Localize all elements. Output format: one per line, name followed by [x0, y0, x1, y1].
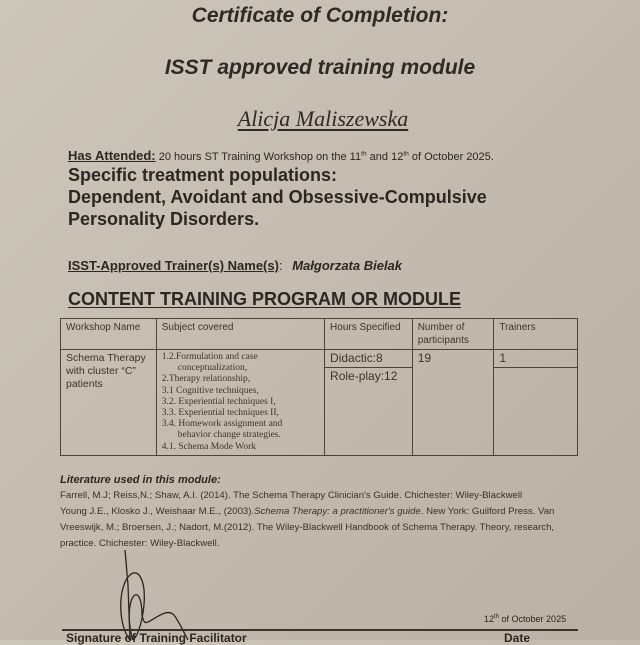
training-topic [68, 164, 588, 230]
subject-item: behavior change strategies. [177, 430, 281, 441]
signature-label: Signature of Training Facilitator [66, 631, 247, 645]
hours-roleplay: Role-play:12 [330, 369, 398, 383]
subject-item: 3.1 Cognitive techniques, [161, 385, 259, 396]
header-workshop-name: Workshop Name [61, 319, 157, 350]
attendance-text-2: and 12 [366, 151, 404, 163]
attendance-label: Has Attended: [68, 148, 156, 163]
header-number-of-participants: Number of participants [412, 319, 494, 350]
cell-workshop-name: Schema Therapy with cluster “C” patients [61, 350, 157, 456]
header-subject-covered: Subject covered [156, 319, 324, 350]
attendance-text-3: of October 2025. [408, 151, 494, 163]
literature-references [60, 488, 590, 552]
topic-line-1: Specific treatment populations: [68, 165, 338, 185]
cell-participants: 19 [412, 350, 494, 456]
attendance-line [68, 148, 494, 163]
header-hours-specified: Hours Specified [325, 319, 413, 350]
literature-ref-1: Farrell, M.J; Reiss,N.; Shaw, A.I. (2014). The Schema Therapy Clinician's Guide. Chichester: Wiley-Blackwell [60, 490, 523, 501]
trainer-colon: : [278, 258, 283, 273]
topic-line-2: Dependent, Avoidant and Obsessive-Compulsive [68, 187, 487, 207]
subject-item: 2.Therapy relationship, [161, 374, 251, 385]
cell-hours [325, 350, 413, 456]
subject-list [162, 352, 319, 453]
header-trainers: Trainers [494, 319, 578, 350]
hours-didactic: Didactic:8 [325, 350, 412, 368]
subject-item: 4.1. Schema Mode Work [161, 441, 257, 452]
attendance-sup-2: th [403, 150, 409, 158]
date-sup: th [494, 614, 500, 620]
subject-item: conceptualization, [177, 363, 248, 374]
trainer-line [68, 258, 402, 273]
literature-ref-2-rest: . New York: Guilford Press. Van Vreeswijk, M.; Broersen, J.; Nadort, M.(2012). The Wiley-Blackwell Handbook of Schema Therapy. Theory, research, practice. Chichester: Wiley-Blackwell. [60, 506, 555, 549]
cell-subjects [156, 350, 324, 456]
attendance-sup-1: th [361, 150, 367, 158]
subject-item: 3.4. Homework assignment and [161, 419, 283, 430]
certificate-subtitle: ISST approved training module [164, 56, 476, 79]
program-table [60, 318, 578, 456]
topic-line-3: Personality Disorders. [68, 209, 260, 229]
literature-ref-2-authors: Young J.E., Klosko J., Weishaar M.E., (2003). [60, 506, 255, 517]
trainer-label: ISST-Approved Trainer(s) Name(s) [68, 258, 279, 273]
table-header-row [61, 319, 578, 350]
table-row [61, 350, 578, 456]
recipient-name: Alicja Maliszewska [237, 106, 409, 131]
trainer-name: Małgorzata Bielak [292, 258, 403, 273]
attendance-text-1: 20 hours ST Training Workshop on the 11 [158, 151, 362, 163]
date-rest: of October 2025 [499, 614, 567, 624]
date-label: Date [504, 631, 531, 645]
handwritten-signature [100, 545, 210, 640]
date-value [484, 614, 566, 624]
subject-item: 1.2.Formulation and case [161, 352, 258, 362]
section-heading: CONTENT TRAINING PROGRAM OR MODULE [68, 289, 461, 309]
certificate-title: Certificate of Completion: [191, 4, 449, 27]
cell-trainers [494, 350, 578, 456]
trainers-count: 1 [494, 350, 577, 368]
subject-item: 3.2. Experiential techniques I, [161, 396, 276, 407]
literature-title: Literature used in this module: [60, 474, 221, 486]
subject-item: 3.3. Experiential techniques II, [161, 408, 279, 419]
literature-ref-2-title: Schema Therapy: a practitioner's guide [254, 506, 421, 517]
date-day: 12 [484, 614, 495, 624]
